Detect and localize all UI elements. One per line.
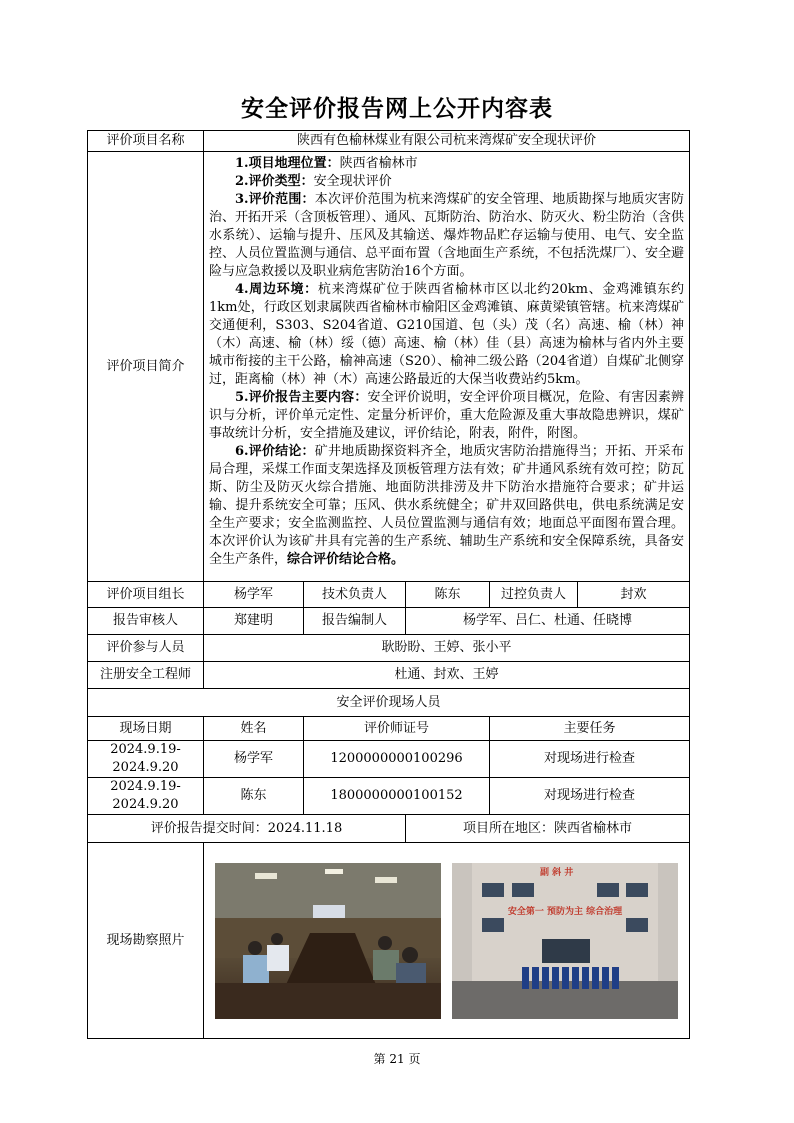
onsite-task: 对现场进行检查 [490, 741, 690, 778]
onsite-name: 陈东 [204, 778, 304, 815]
project-name-value: 陕西有色榆林煤业有限公司杭来湾煤矿安全现状评价 [204, 131, 690, 152]
reviewer-label: 报告审核人 [88, 608, 204, 635]
intro-location: 1.项目地理位置：陕西省榆林市 [235, 156, 418, 171]
process-lead-label: 过控负责人 [490, 582, 578, 608]
meeting-photo-art [215, 863, 441, 1019]
engineers-label: 注册安全工程师 [88, 662, 204, 689]
process-lead-name: 封欢 [578, 582, 690, 608]
shaft-banner: 安全第一 预防为主 综合治理 [507, 906, 623, 917]
page-number: 第 21 页 [373, 1052, 421, 1066]
meeting-room-photo [215, 863, 441, 1019]
leader-name: 杨学军 [204, 582, 304, 608]
onsite-header-date: 现场日期 [88, 717, 204, 741]
onsite-date: 2024.9.19- 2024.9.20 [88, 741, 204, 778]
page-title: 安全评价报告网上公开内容表 [241, 96, 553, 122]
onsite-title: 安全评价现场人员 [88, 689, 690, 717]
shaft-photo-art [452, 863, 678, 1019]
project-name-label: 评价项目名称 [88, 131, 204, 152]
onsite-header-cert: 评价师证号 [304, 717, 490, 741]
intro-content [204, 152, 690, 582]
author-label: 报告编制人 [304, 608, 406, 635]
intro-scope: 3.评价范围：本次评价范围为杭来湾煤矿的安全管理、地质勘探与地质灾害防治、开拓开采（含顶板管理）、通风、瓦斯防治、防治水、防灭火、粉尘防治（含供水系统）、运输与提升、压风及其输送、爆炸物品贮存运输与使用、电气、安全监控、人员位置监测与通信、总平面布置（含地面生产系统，不包括洗煤厂）、安全避险与应急救援以及职业病危害防治16个方面。 [209, 192, 685, 279]
tech-lead-name: 陈东 [406, 582, 490, 608]
engineers-value: 杜通、封欢、王婷 [204, 662, 690, 689]
intro-label: 评价项目简介 [88, 152, 204, 582]
table-row [88, 778, 690, 815]
submit-date: 评价报告提交时间：2024.11.18 [88, 815, 406, 843]
shaft-entrance-photo [452, 863, 678, 1019]
participants-value: 耿盼盼、王婷、张小平 [204, 635, 690, 662]
onsite-date: 2024.9.19- 2024.9.20 [88, 778, 204, 815]
intro-type: 2.评价类型：安全现状评价 [235, 174, 392, 189]
onsite-name: 杨学军 [204, 741, 304, 778]
tech-lead-label: 技术负责人 [304, 582, 406, 608]
leader-label: 评价项目组长 [88, 582, 204, 608]
photos-label: 现场勘察照片 [88, 843, 204, 1039]
onsite-task: 对现场进行检查 [490, 778, 690, 815]
onsite-header-name: 姓名 [204, 717, 304, 741]
table-row [88, 741, 690, 778]
onsite-header-task: 主要任务 [490, 717, 690, 741]
author-names: 杨学军、吕仁、杜通、任晓博 [406, 608, 690, 635]
photos-cell [204, 843, 690, 1039]
disclosure-table [87, 130, 690, 1039]
reviewer-name: 郑建明 [204, 608, 304, 635]
onsite-cert: 1800000000100152 [304, 778, 490, 815]
intro-contents: 5.评价报告主要内容：安全评价说明，安全评价项目概况，危险、有害因素辨识与分析，评价单元定性、定量分析评价，重大危险源及重大事故隐患辨识，煤矿事故统计分析，安全措施及建议，评价结论，附表，附件，附图。 [209, 390, 685, 441]
onsite-cert: 1200000000100296 [304, 741, 490, 778]
intro-environment: 4.周边环境：杭来湾煤矿位于陕西省榆林市区以北约20km、金鸡滩镇东约1km处，行政区划隶属陕西省榆林市榆阳区金鸡滩镇、麻黄梁镇管辖。杭来湾煤矿交通便利，S303、S204省道、G210国道、包（头）茂（名）高速、榆（林）神（木）高速、榆（林）绥（德）高速、榆（林）佳（县）高速为榆林与省内外主要城市衔接的主干公路，榆神高速（S20）、榆神二级公路（204省道）自煤矿北侧穿过，距离榆（林）神（木）高速公路最近的大保当收费站约5km。 [209, 282, 685, 387]
shaft-sign-top: 副 斜 井 [540, 867, 574, 878]
participants-label: 评价参与人员 [88, 635, 204, 662]
project-region: 项目所在地区：陕西省榆林市 [406, 815, 690, 843]
intro-conclusion: 6.评价结论：矿井地质勘探资料齐全，地质灾害防治措施得当；开拓、开采布局合理，采煤工作面支架选择及顶板管理方法有效；矿井通风系统有效可控；防瓦斯、防尘及防灭火综合措施、地面防洪排涝及井下防治水措施符合要求；矿井运输、提升系统安全可靠；压风、供水系统健全；矿井双回路供电，供电系统满足安全生产要求；安全监测监控、人员位置监测与通信有效；地面总平面图布置合理。本次评价认为该矿井具有完善的生产系统、辅助生产系统和安全保障系统，具备安全生产条件，综合评价结论合格。 [209, 444, 685, 567]
